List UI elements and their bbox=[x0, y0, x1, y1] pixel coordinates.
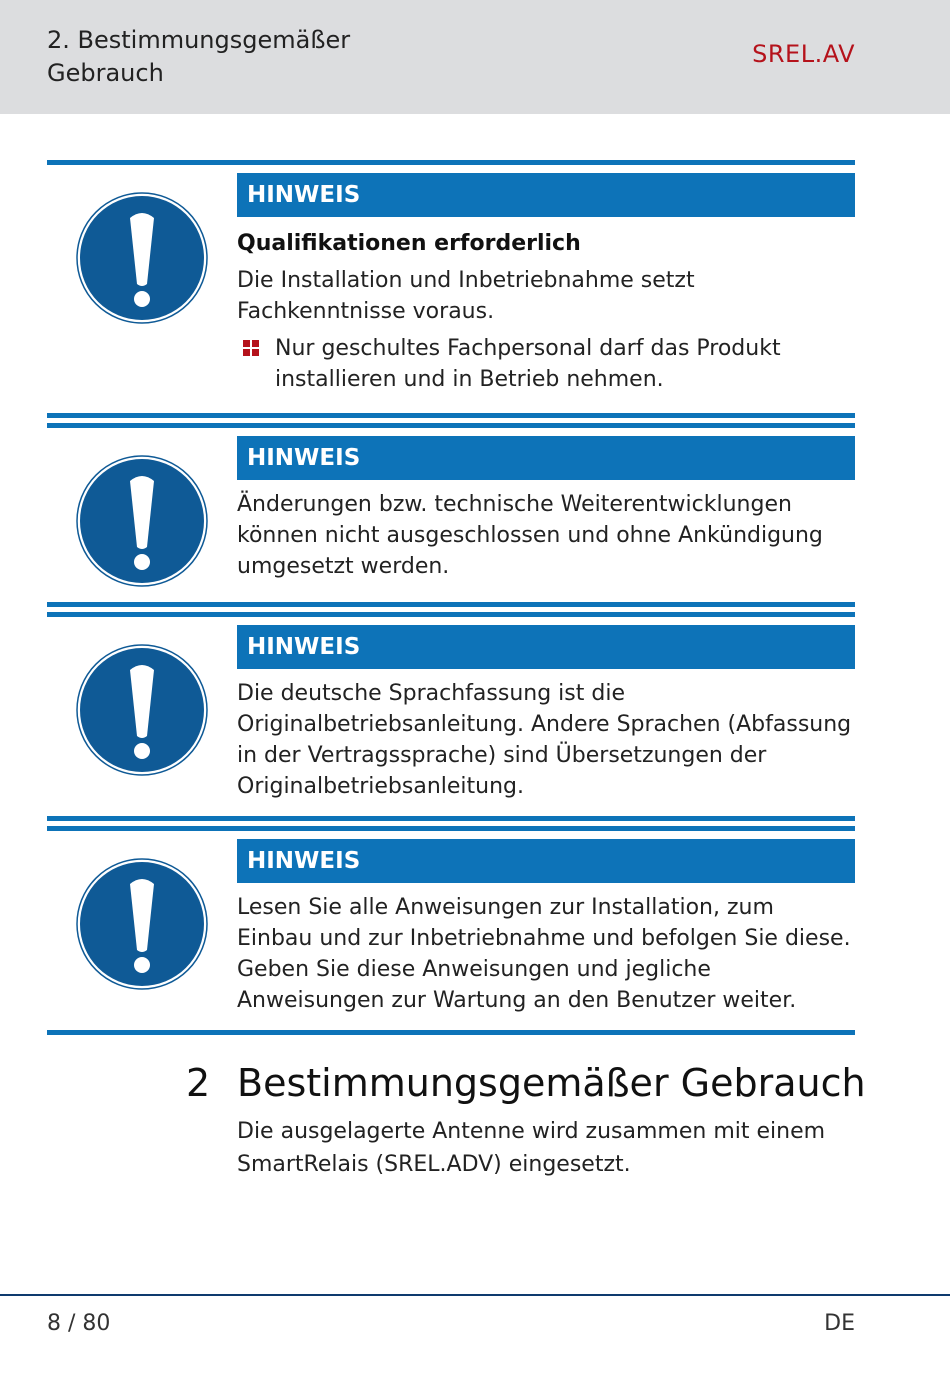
notice-changes bbox=[47, 423, 855, 607]
notice-content bbox=[237, 436, 855, 582]
notice-content bbox=[237, 173, 855, 395]
notice-label: HINWEIS bbox=[237, 625, 855, 669]
notice-content bbox=[237, 625, 855, 802]
notice-text: Die Installation und Inbetriebnahme setzt Fachkenntnisse voraus. bbox=[237, 268, 695, 324]
chapter-title: Bestimmungsgemäßer Gebrauch bbox=[237, 1061, 866, 1105]
notice-label: HINWEIS bbox=[237, 839, 855, 883]
notice-text: Die deutsche Sprachfassung ist die Originalbetriebsanleitung. Andere Sprachen (Abfassung in der Vertragssprache) sind Übersetzungen der Originalbetriebsanleitung. bbox=[237, 681, 852, 799]
notice-instructions bbox=[47, 826, 855, 1035]
notice-text: Änderungen bzw. technische Weiterentwicklungen können nicht ausgeschlossen und ohne Ankündigung umgesetzt werden. bbox=[237, 492, 823, 579]
exclamation-circle-icon bbox=[76, 455, 208, 587]
notice-content bbox=[237, 839, 855, 1016]
page-header bbox=[0, 0, 950, 114]
header-product-name: SREL.AV bbox=[752, 40, 855, 68]
notice-text: Lesen Sie alle Anweisungen zur Installation, zum Einbau und zur Inbetriebnahme und befolgen Sie diese. Geben Sie diese Anweisungen und jegliche Anweisungen zur Wartung an den Benutzer weiter. bbox=[237, 895, 851, 1013]
chapter-text: Die ausgelagerte Antenne wird zusammen mit einem SmartRelais (SREL.ADV) eingesetzt. bbox=[237, 1119, 826, 1177]
notice-label: HINWEIS bbox=[237, 436, 855, 480]
header-section-title: 2. Bestimmungsgemäßer Gebrauch bbox=[47, 26, 351, 87]
chapter-number: 2 bbox=[186, 1061, 211, 1105]
page-number: 8 / 80 bbox=[47, 1311, 111, 1336]
square-bullet-icon bbox=[243, 340, 259, 356]
exclamation-circle-icon bbox=[76, 644, 208, 776]
bullet-text: Nur geschultes Fachpersonal darf das Produkt installieren und in Betrieb nehmen. bbox=[275, 336, 781, 392]
language-code: DE bbox=[824, 1311, 855, 1336]
notice-qualification bbox=[47, 160, 855, 418]
footer-divider bbox=[0, 1294, 950, 1296]
notice-label: HINWEIS bbox=[237, 173, 855, 217]
notice-title: Qualifikationen erforderlich bbox=[237, 231, 581, 256]
exclamation-circle-icon bbox=[76, 858, 208, 990]
notice-language bbox=[47, 612, 855, 821]
bullet-item bbox=[237, 333, 855, 395]
exclamation-circle-icon bbox=[76, 192, 208, 324]
